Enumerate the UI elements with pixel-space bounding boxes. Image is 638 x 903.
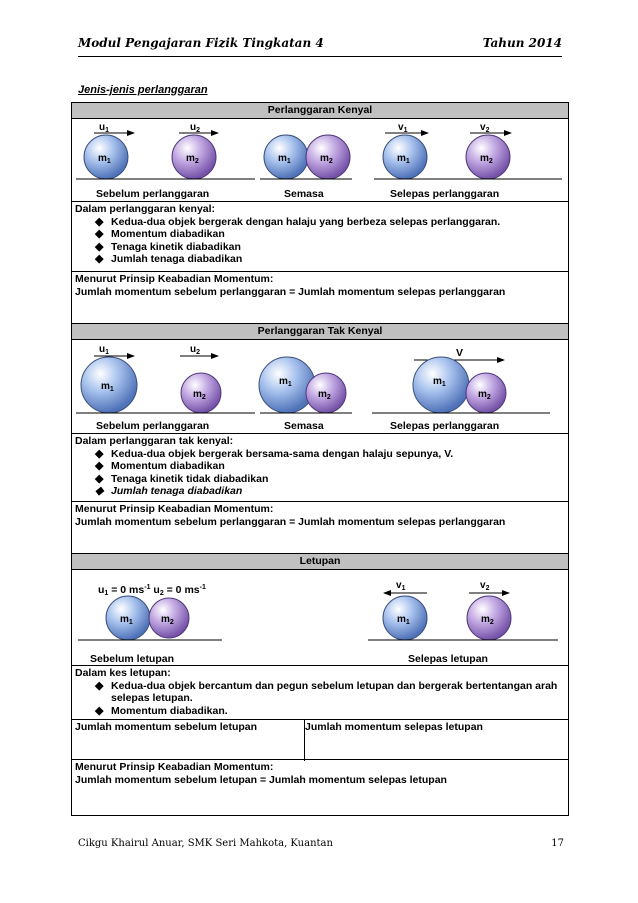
elastic-before-group [76, 122, 255, 179]
header-title: Modul Pengajaran Fizik Tingkatan 4 [78, 36, 324, 50]
explosion-before-caption: Sebelum letupan [90, 653, 175, 665]
list-item [75, 473, 565, 486]
inelastic-before-caption: Sebelum perlanggaran [96, 420, 210, 432]
section-title: Jenis-jenis perlanggaran [78, 84, 208, 96]
inelastic-diagram [72, 340, 568, 434]
diamond-bullet-icon: ◆ [95, 215, 104, 228]
explosion-m1-before-label: $m_1$ [120, 614, 133, 626]
inelastic-points-list [75, 448, 565, 498]
elastic-diagram-row [72, 118, 568, 201]
inelastic-title-bar [72, 323, 568, 339]
inelastic-point-4: Jumlah tenaga diabadikan [111, 485, 243, 497]
elastic-during-group [260, 135, 352, 179]
elastic-points-list [75, 216, 565, 266]
explosion-properties [72, 665, 568, 719]
diamond-bullet-icon: ◆ [95, 253, 104, 265]
explosion-before-momentum-cell [72, 720, 305, 761]
inelastic-m2-after-label: $m_2$ [478, 389, 491, 401]
explosion-point-2: Momentum diabadikan. [111, 704, 228, 717]
elastic-m1-before-label: $m_1$ [98, 153, 111, 165]
inelastic-principle-text: Jumlah momentum sebelum perlanggaran = Jumlah momentum selepas perlanggaran [75, 515, 506, 528]
inelastic-after-caption: Selepas perlanggaran [390, 420, 500, 432]
inelastic-u2-label: $u_2$ [190, 344, 201, 356]
inelastic-point-1: Kedua-dua objek bergerak bersama-sama dengan halaju sepunya, V. [111, 447, 454, 460]
elastic-properties [72, 201, 568, 271]
inelastic-m2-during-label: $m_2$ [318, 389, 331, 401]
inelastic-principle-title: Menurut Prinsip Keabadian Momentum: [75, 503, 274, 515]
elastic-diagram [72, 119, 568, 202]
elastic-after-group [374, 122, 562, 179]
list-item [75, 216, 565, 229]
explosion-after-caption: Selepas letupan [408, 653, 488, 665]
collision-table [71, 102, 569, 816]
inelastic-m2-before-label: $m_2$ [193, 389, 206, 401]
explosion-diagram [72, 570, 568, 666]
inelastic-m1-during-label: $m_1$ [279, 376, 292, 388]
elastic-principle [72, 271, 568, 323]
explosion-before-momentum: Jumlah momentum sebelum letupan [75, 721, 258, 733]
explosion-m2-after-label: $m_2$ [481, 614, 494, 626]
inelastic-u1-label: $u_1$ [99, 344, 110, 356]
elastic-before-caption: Sebelum perlanggaran [96, 188, 210, 200]
explosion-initial-velocities: u1 = 0 $ms^{-1}$ u2 = 0 $ms^{-1}$ [98, 584, 206, 597]
list-item [75, 705, 565, 718]
elastic-m1-during-label: $m_1$ [278, 153, 291, 165]
list-item [75, 448, 565, 461]
inelastic-properties [72, 433, 568, 501]
diamond-bullet-icon: ◆ [95, 679, 104, 692]
explosion-principle-text: Jumlah momentum sebelum letupan = Jumlah momentum selepas letupan [75, 773, 447, 786]
explosion-momentum-row [72, 719, 568, 759]
page-number: 17 [551, 838, 564, 849]
diamond-bullet-icon: ◆ [95, 240, 104, 253]
elastic-v2-label: $v_2$ [480, 122, 490, 134]
list-item [75, 253, 565, 266]
elastic-m1-after-label: $m_1$ [397, 153, 410, 165]
inelastic-title: Perlanggaran Tak Kenyal [257, 325, 383, 337]
elastic-point-4: Jumlah tenaga diabadikan [111, 253, 243, 265]
elastic-m2-after-label: $m_2$ [480, 153, 493, 165]
inelastic-m1-after-label: $m_1$ [433, 376, 446, 388]
elastic-intro: Dalam perlanggaran kenyal: [75, 203, 216, 215]
inelastic-during-caption: Semasa [284, 420, 324, 432]
elastic-v1-label: $v_1$ [398, 122, 408, 134]
inelastic-principle [72, 501, 568, 553]
footer-author: Cikgu Khairul Anuar, SMK Seri Mahkota, Kuantan [78, 838, 333, 849]
header-year: Tahun 2014 [482, 36, 562, 50]
explosion-principle [72, 759, 568, 816]
elastic-point-3: Tenaga kinetik diabadikan [111, 240, 241, 253]
inelastic-point-2: Momentum diabadikan [111, 460, 225, 472]
list-item [75, 680, 565, 705]
inelastic-intro: Dalam perlanggaran tak kenyal: [75, 435, 234, 447]
elastic-title-bar [72, 102, 568, 118]
diamond-bullet-icon: ◆ [95, 704, 104, 717]
elastic-during-caption: Semasa [284, 188, 324, 200]
list-item [75, 241, 565, 254]
explosion-after-momentum-cell [302, 720, 570, 761]
diamond-bullet-icon: ◆ [95, 228, 104, 240]
list-item [75, 460, 565, 473]
explosion-intro: Dalam kes letupan: [75, 667, 171, 679]
inelastic-v-label: V [456, 347, 464, 359]
elastic-point-2: Momentum diabadikan [111, 228, 225, 240]
explosion-title-bar [72, 553, 568, 569]
diamond-bullet-icon: ◆ [95, 472, 104, 485]
explosion-v1-label: $v_1$ [396, 580, 406, 592]
page-footer [78, 838, 564, 849]
diamond-bullet-icon: ◆ [95, 485, 104, 497]
elastic-u1-label: $u_1$ [99, 122, 110, 134]
explosion-m2-before-label: $m_2$ [161, 614, 174, 626]
inelastic-diagram-row [72, 339, 568, 433]
elastic-m2-before-label: $m_2$ [186, 153, 199, 165]
diamond-bullet-icon: ◆ [95, 460, 104, 472]
explosion-diagram-row [72, 569, 568, 665]
elastic-m2-during-label: $m_2$ [320, 153, 333, 165]
diamond-bullet-icon: ◆ [95, 447, 104, 460]
elastic-after-caption: Selepas perlanggaran [390, 188, 500, 200]
elastic-principle-title: Menurut Prinsip Keabadian Momentum: [75, 273, 274, 285]
elastic-title: Perlanggaran Kenyal [267, 104, 373, 116]
list-item [75, 228, 565, 241]
explosion-principle-title: Menurut Prinsip Keabadian Momentum: [75, 761, 274, 773]
explosion-m1-after-label: $m_1$ [397, 614, 410, 626]
list-item [75, 485, 565, 498]
explosion-point-1: Kedua-dua objek bercantum dan pegun sebelum letupan dan bergerak bertentangan arah selepas letupan. [111, 679, 558, 704]
explosion-points-list [75, 680, 565, 718]
elastic-u2-label: $u_2$ [190, 122, 201, 134]
elastic-principle-text: Jumlah momentum sebelum perlanggaran = Jumlah momentum selepas perlanggaran [75, 285, 506, 298]
inelastic-point-3: Tenaga kinetik tidak diabadikan [111, 472, 269, 485]
explosion-after-momentum: Jumlah momentum selepas letupan [305, 721, 483, 733]
elastic-point-1: Kedua-dua objek bergerak dengan halaju yang berbeza selepas perlanggaran. [111, 215, 501, 228]
explosion-v2-label: $v_2$ [480, 580, 490, 592]
explosion-title: Letupan [299, 555, 341, 567]
inelastic-m1-before-label: $m_1$ [101, 381, 114, 393]
